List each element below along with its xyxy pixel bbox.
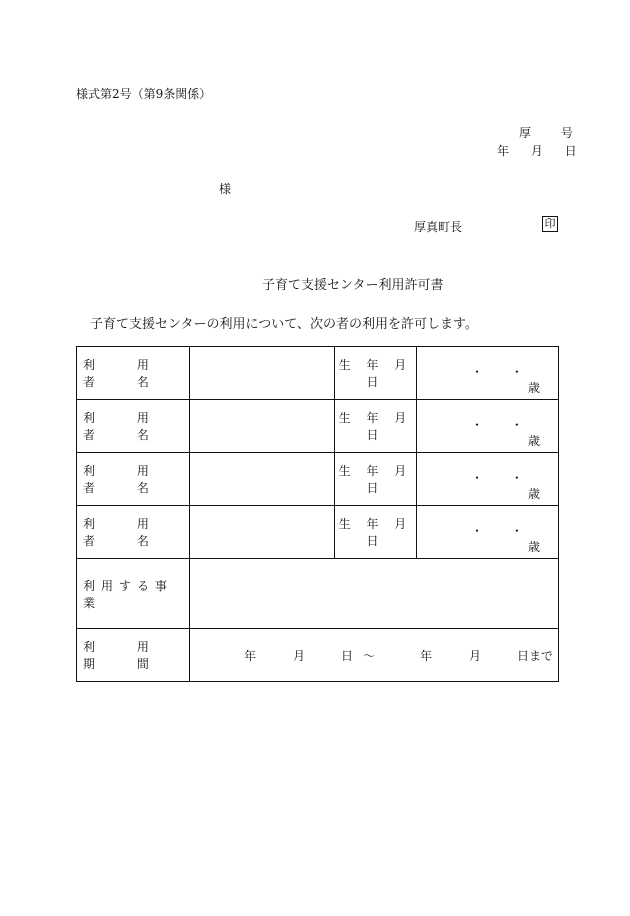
period-label: 利 用 期 間 (77, 629, 190, 682)
addressee-suffix: 様 (219, 182, 232, 196)
period-end-month: 月 (469, 648, 482, 663)
user-name-label: 利 用 者 名 (77, 506, 190, 559)
age-unit: 歳 (527, 487, 540, 501)
dob-label: 生 年 月 日 (335, 347, 417, 400)
seal-mark: 印 (542, 216, 558, 232)
body-text: 子育て支援センターの利用について、次の者の利用を許可します。 (90, 317, 478, 332)
business-label: 利用する事業 (77, 559, 190, 629)
dob-label: 生 年 月 日 (335, 453, 417, 506)
period-end-year: 年 (420, 648, 433, 663)
user-name-label: 利 用 者 名 (77, 347, 190, 400)
dob-label: 生 年 月 日 (335, 506, 417, 559)
user-row (77, 453, 559, 506)
dob-separator: ・ ・ (471, 524, 535, 538)
period-row (77, 629, 559, 682)
dob-field[interactable] (417, 506, 559, 559)
user-name-field[interactable] (190, 400, 335, 453)
document-date: 年 月 日 (497, 144, 586, 158)
dob-separator: ・ ・ (471, 471, 535, 485)
user-name-label: 利 用 者 名 (77, 400, 190, 453)
business-field[interactable] (190, 559, 559, 629)
period-field[interactable] (190, 629, 559, 682)
form-number: 様式第2号（第9条関係） (76, 87, 212, 101)
business-row (77, 559, 559, 629)
dob-separator: ・ ・ (471, 418, 535, 432)
dob-separator: ・ ・ (471, 365, 535, 379)
user-name-field[interactable] (190, 506, 335, 559)
age-unit: 歳 (527, 381, 540, 395)
permit-table (76, 346, 559, 682)
document-number: 厚 号 (519, 126, 586, 140)
dob-label: 生 年 月 日 (335, 400, 417, 453)
user-row (77, 400, 559, 453)
period-start-year: 年 (244, 648, 257, 663)
user-row (77, 506, 559, 559)
age-unit: 歳 (527, 540, 540, 554)
dob-field[interactable] (417, 453, 559, 506)
period-end-day: 日まで (517, 648, 554, 663)
user-name-field[interactable] (190, 453, 335, 506)
dob-field[interactable] (417, 400, 559, 453)
issuer-title: 厚真町長 (414, 220, 463, 234)
age-unit: 歳 (527, 434, 540, 448)
period-tilde: 〜 (363, 648, 376, 663)
document-title: 子育て支援センター利用許可書 (262, 278, 444, 293)
user-name-label: 利 用 者 名 (77, 453, 190, 506)
period-start-month: 月 (293, 648, 306, 663)
user-name-field[interactable] (190, 347, 335, 400)
dob-field[interactable] (417, 347, 559, 400)
period-start-day: 日 (341, 648, 354, 663)
user-row (77, 347, 559, 400)
